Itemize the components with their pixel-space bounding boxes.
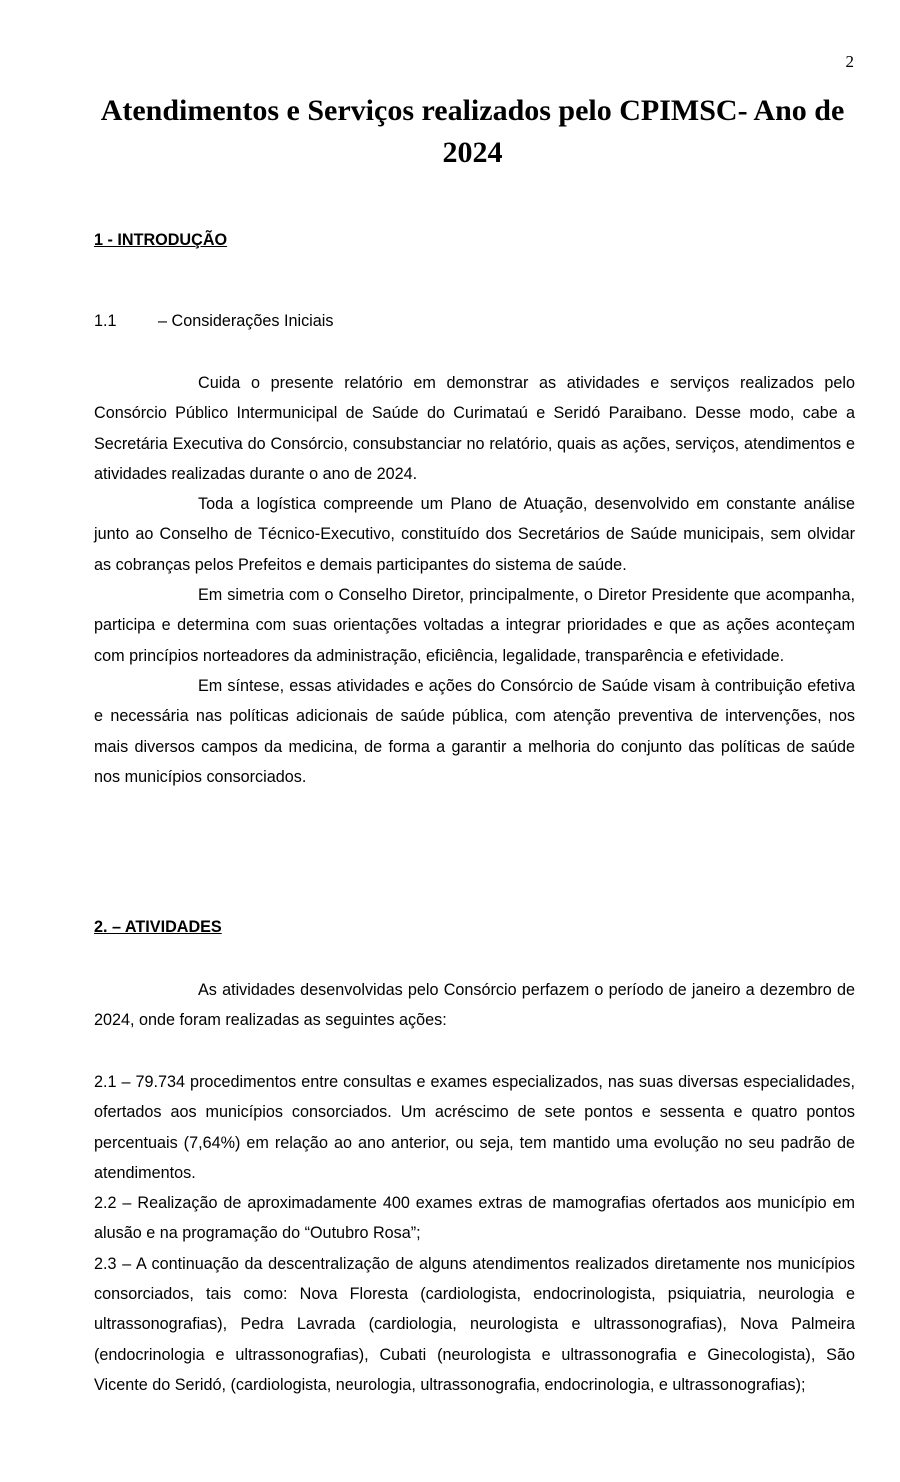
paragraph: Cuida o presente relatório em demonstrar as atividades e serviços realizados pelo Consórcio Público Intermunicipal de Saúde do Curimataú e Seridó Paraibano. Desse modo, cabe a Secretária Executiva do Consórcio, consubstanciar no relatório, quais as ações, serviços, atendimentos e atividades realizadas durante o ano de 2024. <box>94 374 855 483</box>
list-item: 2.3 – A continuação da descentralização de alguns atendimentos realizados diretamente nos municípios consorciados, tais como: Nova Floresta (cardiologista, endocrinologista, psiquiatria, neurologia e ultrassonografias), Pedra Lavrada (cardiologia, neurologista e ultrassonografias), Nova Palmeira (endocrinologia e ultrassonografias), Cubati (neurologista e ultrassonografia e Ginecologista), São Vicente do Seridó, (cardiologista, neurologia, ultrassonografia, endocrinologia, e ultrassonografias); <box>94 1254 855 1394</box>
activities-intro <box>94 975 855 1036</box>
section-heading-atividades: 2. – ATIVIDADES <box>94 918 222 936</box>
subsection-heading-consideracoes <box>94 312 333 331</box>
paragraph: Toda a logística compreende um Plano de Atuação, desenvolvido em constante análise junto ao Conselho de Técnico-Executivo, constituído dos Secretários de Saúde municipais, sem olvidar as cobranças pelos Prefeitos e demais participantes do sistema de saúde. <box>94 495 855 574</box>
introduction-body <box>94 368 855 792</box>
page-number: 2 <box>845 52 854 71</box>
activities-list <box>94 1067 855 1400</box>
subsection-number: 1.1 <box>94 312 117 330</box>
section-heading-introducao: 1 - INTRODUÇÃO <box>94 231 228 249</box>
paragraph: As atividades desenvolvidas pelo Consórcio perfazem o período de janeiro a dezembro de 2024, onde foram realizadas as seguintes ações: <box>94 981 855 1030</box>
list-item: 2.1 – 79.734 procedimentos entre consultas e exames especializados, nas suas diversas especialidades, ofertados aos municípios consorciados. Um acréscimo de sete pontos e sessenta e quatro pontos percentuais (7,64%) em relação ao ano anterior, ou seja, tem mantido uma evolução no seu padrão de atendimentos. <box>94 1073 855 1182</box>
document-title: Atendimentos e Serviços realizados pelo CPIMSC- Ano de 2024 <box>100 94 845 169</box>
paragraph: Em simetria com o Conselho Diretor, principalmente, o Diretor Presidente que acompanha, participa e determina com suas orientações voltadas a integrar prioridades e que as ações aconteçam com princípios norteadores da administração, eficiência, legalidade, transparência e efetividade. <box>94 586 855 665</box>
paragraph: Em síntese, essas atividades e ações do Consórcio de Saúde visam à contribuição efetiva e necessária nas políticas adicionais de saúde pública, com atenção preventiva de intervenções, nos mais diversos campos da medicina, de forma a garantir a melhoria do conjunto das políticas de saúde nos municípios consorciados. <box>94 676 855 786</box>
subsection-title: – Considerações Iniciais <box>158 312 334 330</box>
list-item: 2.2 – Realização de aproximadamente 400 exames extras de mamografias ofertados aos município em alusão e na programação do “Outubro Rosa”; <box>94 1194 855 1243</box>
